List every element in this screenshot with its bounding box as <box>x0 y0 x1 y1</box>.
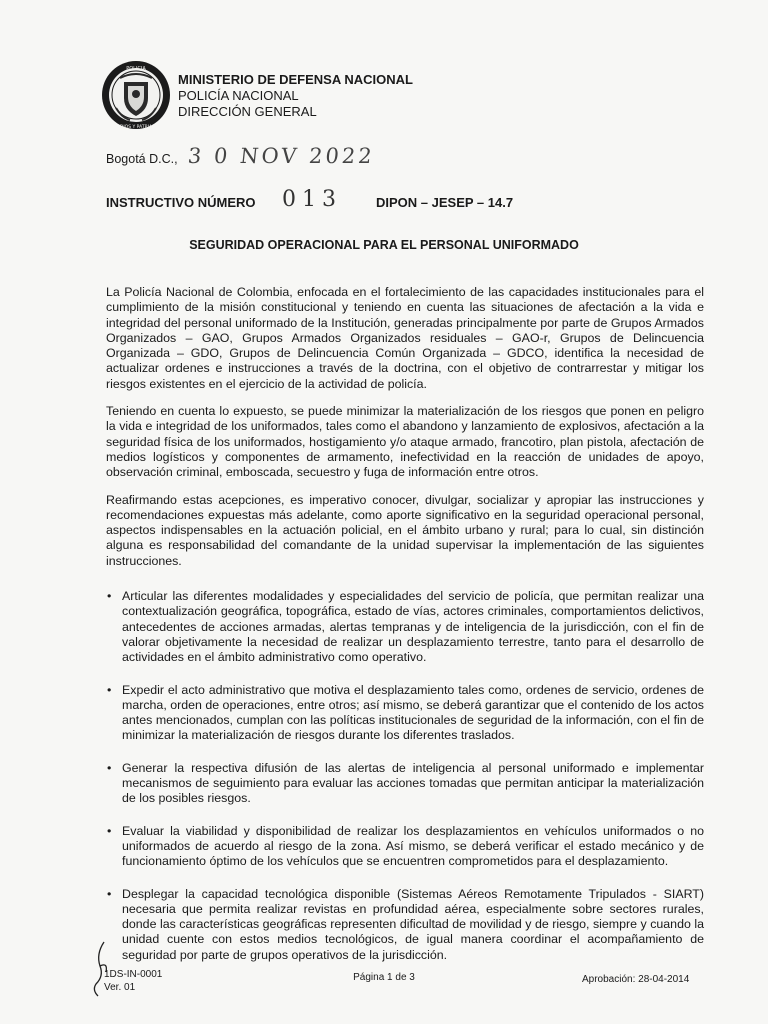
handwritten-date-stamp: 3 0 NOV 2022 <box>186 144 376 168</box>
date-place: Bogotá D.C., <box>106 152 178 166</box>
instructivo-label: INSTRUCTIVO NÚMERO <box>106 195 256 210</box>
agency-name: POLICÍA NACIONAL <box>178 88 299 103</box>
page-number: Página 1 de 3 <box>353 972 415 983</box>
form-code: 1DS-IN-0001 <box>104 969 163 980</box>
instructivo-number: 013 <box>282 187 342 212</box>
date-line <box>106 144 374 168</box>
list-item: • Articular las diferentes modalidades y especialidades del servicio de policía, que permitan realizar una contextualización geográfica, topográfica, estado de vías, actores criminales, comportamientos delictivos, antecedentes de acciones armadas, alertas tempranas y de inteligencia de la jurisdicción, con el fin de valorar objetivamente la necesidad de realizar un desplazamiento terrestre, tanto para el desarrollo de actividades en el ámbito administrativo como operativo. <box>122 589 704 665</box>
ministry-name: MINISTERIO DE DEFENSA NACIONAL <box>178 72 413 87</box>
approval-date: Aprobación: 28-04-2014 <box>582 974 690 985</box>
svg-text:POLICIA: POLICIA <box>126 66 146 72</box>
svg-text:DIOS Y PATRIA: DIOS Y PATRIA <box>119 125 153 130</box>
document-body <box>106 285 704 980</box>
paragraph: Teniendo en cuenta lo expuesto, se puede minimizar la materialización de los riesgos que ponen en peligro la vida e integridad de los uniformados, tales como el abandono y lanzamiento de explosivos, afectación a la seguridad física de los uniformados, hostigamiento y/o ataque armado, francotiro, plan pistola, afectación de medios logísticos y componentes de armamento, inefectividad en la reacción de unidades de apoyo, observación criminal, emboscada, secuestro y fuga de información entre otros. <box>106 404 704 480</box>
form-version: Ver. 01 <box>104 982 136 993</box>
police-seal-logo <box>100 58 172 134</box>
paragraph: La Policía Nacional de Colombia, enfocada en el fortalecimiento de las capacidades institucionales para el cumplimiento de la misión constitucional y teniendo en cuenta las situaciones de afectación a la vida e integridad del personal uniformado de la Institución, generadas principalmente por parte de Grupos Armados Organizados – GAO, Grupos Armados Organizados residuales – GAO-r, Grupos de Delincuencia Organizada – GDO, Grupos de Delincuencia Común Organizada – GDCO, identifica la necesidad de actualizar ordenes e instrucciones a través de la doctrina, con el objetivo de contrarrestar y mitigar los riesgos existentes en el ejercicio de la actividad de policía. <box>106 285 704 391</box>
letterhead <box>178 72 413 120</box>
instructivo-code: DIPON – JESEP – 14.7 <box>376 195 514 210</box>
document-title: SEGURIDAD OPERACIONAL PARA EL PERSONAL UNIFORMADO <box>189 238 579 252</box>
list-item: • Generar la respectiva difusión de las alertas de inteligencia al personal uniformado e implementar mecanismos de seguimiento para evaluar las acciones tomadas que permitan anticipar la materialización de los posibles riesgos. <box>122 761 704 807</box>
instructions-list <box>106 589 704 963</box>
office-name: DIRECCIÓN GENERAL <box>178 104 317 119</box>
paragraph: Reafirmando estas acepciones, es imperativo conocer, divulgar, socializar y apropiar las instrucciones y recomendaciones expuestas más adelante, como aporte significativo en la seguridad operacional personal, aspectos indispensables en la actuación policial, en el ámbito urbano y rural; para lo cual, sin distinción alguna es responsabilidad del comandante de la unidad supervisar la implementación de las siguientes instrucciones. <box>106 492 704 568</box>
list-item: • Desplegar la capacidad tecnológica disponible (Sistemas Aéreos Remotamente Tripulados - SIART) necesaria que permita realizar revistas en profundidad aérea, especialmente sobre sectores rurales, donde las características geográficas representen dificultad de movilidad y de riesgo, siempre y cuando la unidad cuente con estos medios tecnológicos, de igual manera coordinar el acompañamiento de seguridad por parte de grupos operativos de la jurisdicción. <box>122 887 704 963</box>
list-item: • Expedir el acto administrativo que motiva el desplazamiento tales como, ordenes de servicio, ordenes de marcha, orden de operaciones, entre otros; así mismo, se deberá garantizar que el contenido de los actos antes mencionados, cumplan con las políticas institucionales de seguridad de la información, con el fin de minimizar la materialización de riesgos durante los diferentes traslados. <box>122 683 704 744</box>
list-item: • Evaluar la viabilidad y disponibilidad de realizar los desplazamientos en vehículos uniformados o no uniformados de acuerdo al riesgo de la zona. Así mismo, se deberá verificar el estado mecánico y de funcionamiento óptimo de los vehículos que se encuentren comprometidos para el desplazamiento. <box>122 824 704 870</box>
